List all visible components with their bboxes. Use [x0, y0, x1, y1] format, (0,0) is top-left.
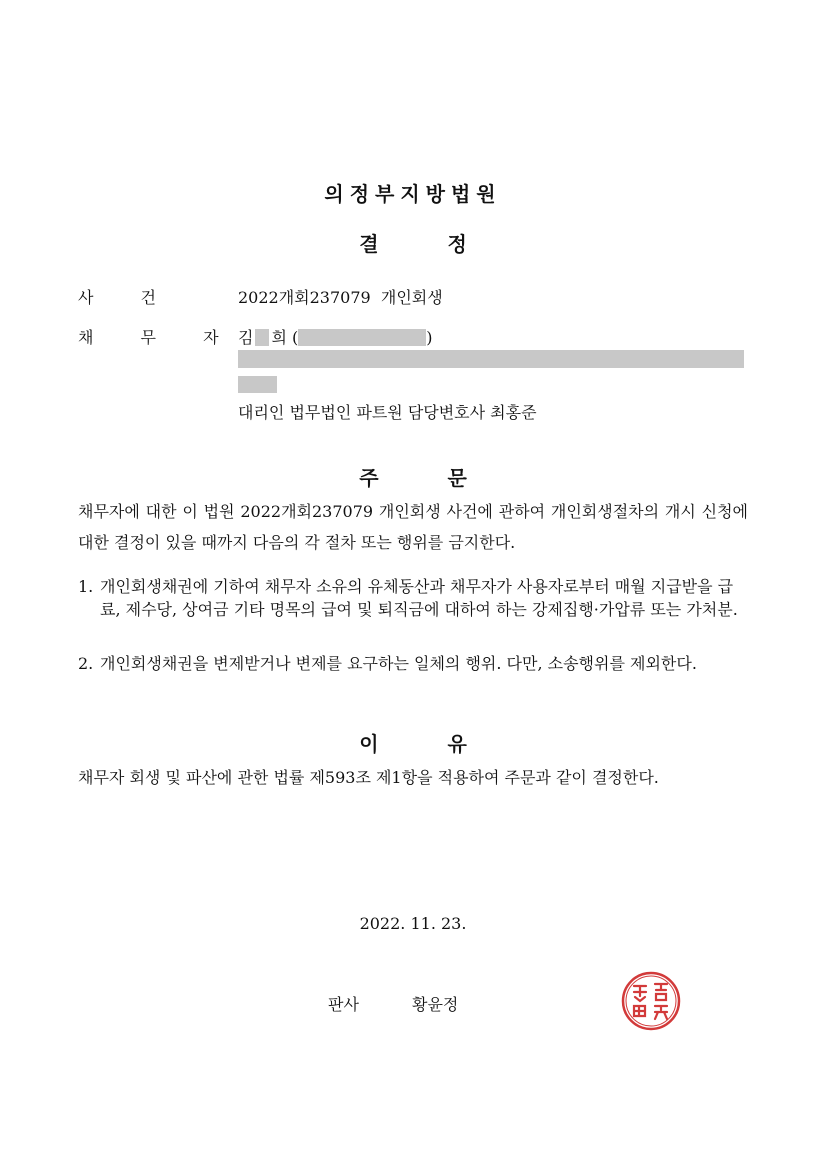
case-type: 개인회생 [380, 288, 443, 307]
reason-text: 채무자 회생 및 파산에 관한 법률 제593조 제1항을 적용하여 주문과 같이 결정한다. [78, 768, 659, 787]
debtor-paren-close: ) [426, 328, 433, 347]
debtor-name-suffix: 희 ( [271, 328, 299, 347]
decision-date: 2022. 11. 23. [359, 914, 467, 933]
reason-heading: 이 유 [359, 732, 467, 756]
court-name: 의정부지방법원 [324, 182, 502, 206]
name-redaction [255, 329, 269, 346]
debtor-name-prefix: 김 [238, 328, 254, 347]
case-number: 2022개회237079 [238, 288, 371, 307]
order-intro: 채무자에 대한 이 법원 2022개회237079 개인회생 사건에 관하여 개인회생절차의 개시 신청에 대한 결정이 있을 때까지 다음의 각 절차 또는 행위를 금지한다. [78, 502, 748, 552]
document-title: 결 정 [359, 232, 467, 256]
debtor-representative: 대리인 법무법인 파트원 담당변호사 최홍준 [238, 403, 537, 422]
case-value [238, 285, 443, 308]
debtor-label: 채 무 자 [78, 328, 219, 347]
order-heading: 주 문 [359, 466, 467, 490]
address-redaction-line2 [238, 376, 277, 393]
id-redaction [298, 329, 426, 346]
judge-seal-icon [620, 970, 682, 1032]
judge-name: 황윤정 [412, 995, 459, 1014]
order-item [78, 652, 748, 675]
order-item [78, 575, 748, 621]
order-item-text: 개인회생채권에 기하여 채무자 소유의 유체동산과 채무자가 사용자로부터 매월 지급받을 급료, 제수당, 상여금 기타 명목의 급여 및 퇴직금에 대하여 하는 강제집행·가압류 또는 가처분. [100, 577, 738, 619]
case-label: 사 건 [78, 288, 156, 307]
address-redaction-line1 [238, 350, 744, 368]
order-item-number: 1. [78, 577, 94, 596]
judge-title: 판사 [328, 995, 359, 1014]
debtor-name [238, 325, 433, 348]
order-item-text: 개인회생채권을 변제받거나 변제를 요구하는 일체의 행위. 다만, 소송행위를 제외한다. [100, 654, 697, 673]
order-item-number: 2. [78, 654, 94, 673]
